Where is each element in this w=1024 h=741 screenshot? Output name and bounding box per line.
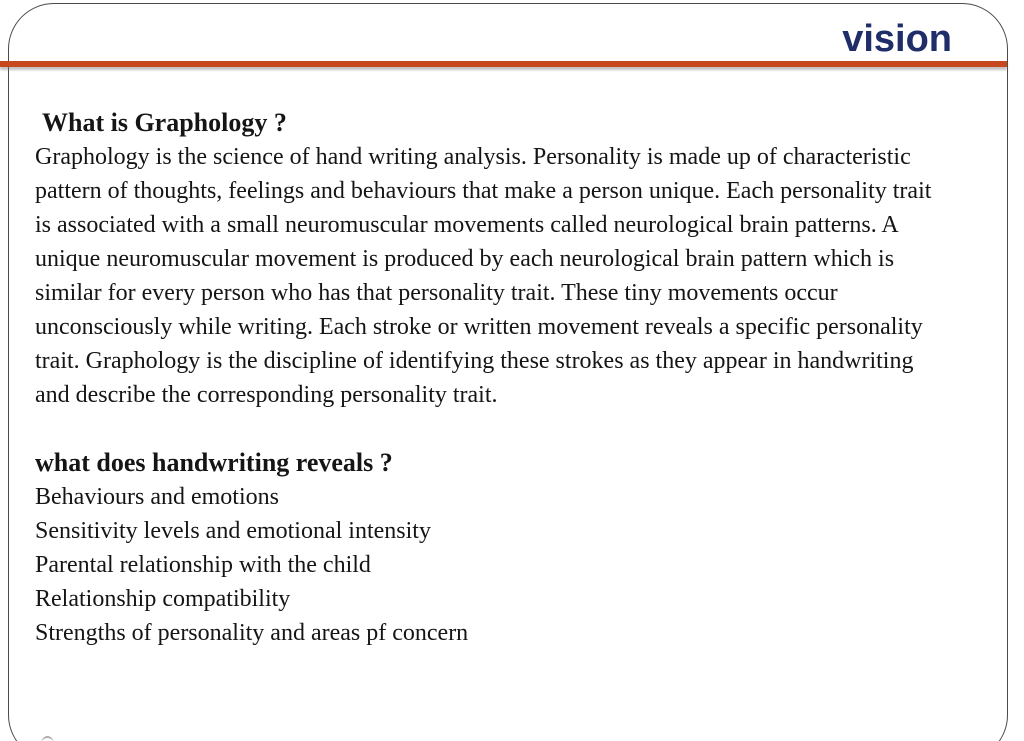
slide-title: vision bbox=[842, 18, 952, 60]
paragraph-line: is associated with a small neuromuscular movements called neurological brain patterns. A bbox=[35, 212, 899, 238]
paragraph-line: unique neuromuscular movement is produced by each neurological brain pattern which is bbox=[35, 246, 895, 272]
slide-content bbox=[35, 106, 997, 650]
paragraph-line: Graphology is the science of hand writing analysis. Personality is made up of characteristic bbox=[35, 144, 911, 170]
paragraph-line: and describe the corresponding personality trait. bbox=[35, 382, 498, 408]
list-item: Strengths of personality and areas pf concern bbox=[35, 620, 469, 646]
section-heading-what-is-graphology: What is Graphology ? bbox=[42, 108, 287, 137]
list-item: Parental relationship with the child bbox=[35, 552, 371, 578]
list-item: Behaviours and emotions bbox=[35, 484, 279, 510]
blank-line bbox=[35, 412, 997, 446]
paragraph-line: pattern of thoughts, feelings and behaviours that make a person unique. Each personality trait bbox=[35, 178, 932, 204]
paragraph-line: similar for every person who has that personality trait. These tiny movements occur bbox=[35, 280, 838, 306]
list-item: Sensitivity levels and emotional intensity bbox=[35, 518, 431, 544]
accent-rule bbox=[0, 61, 1007, 67]
paragraph-line: trait. Graphology is the discipline of identifying these strokes as they appear in handwriting bbox=[35, 348, 914, 374]
list-item: Relationship compatibility bbox=[35, 586, 291, 612]
paragraph-line: unconsciously while writing. Each stroke or written movement reveals a specific personality bbox=[35, 314, 923, 340]
section-heading-what-does-handwriting-reveals: what does handwriting reveals ? bbox=[35, 448, 393, 477]
